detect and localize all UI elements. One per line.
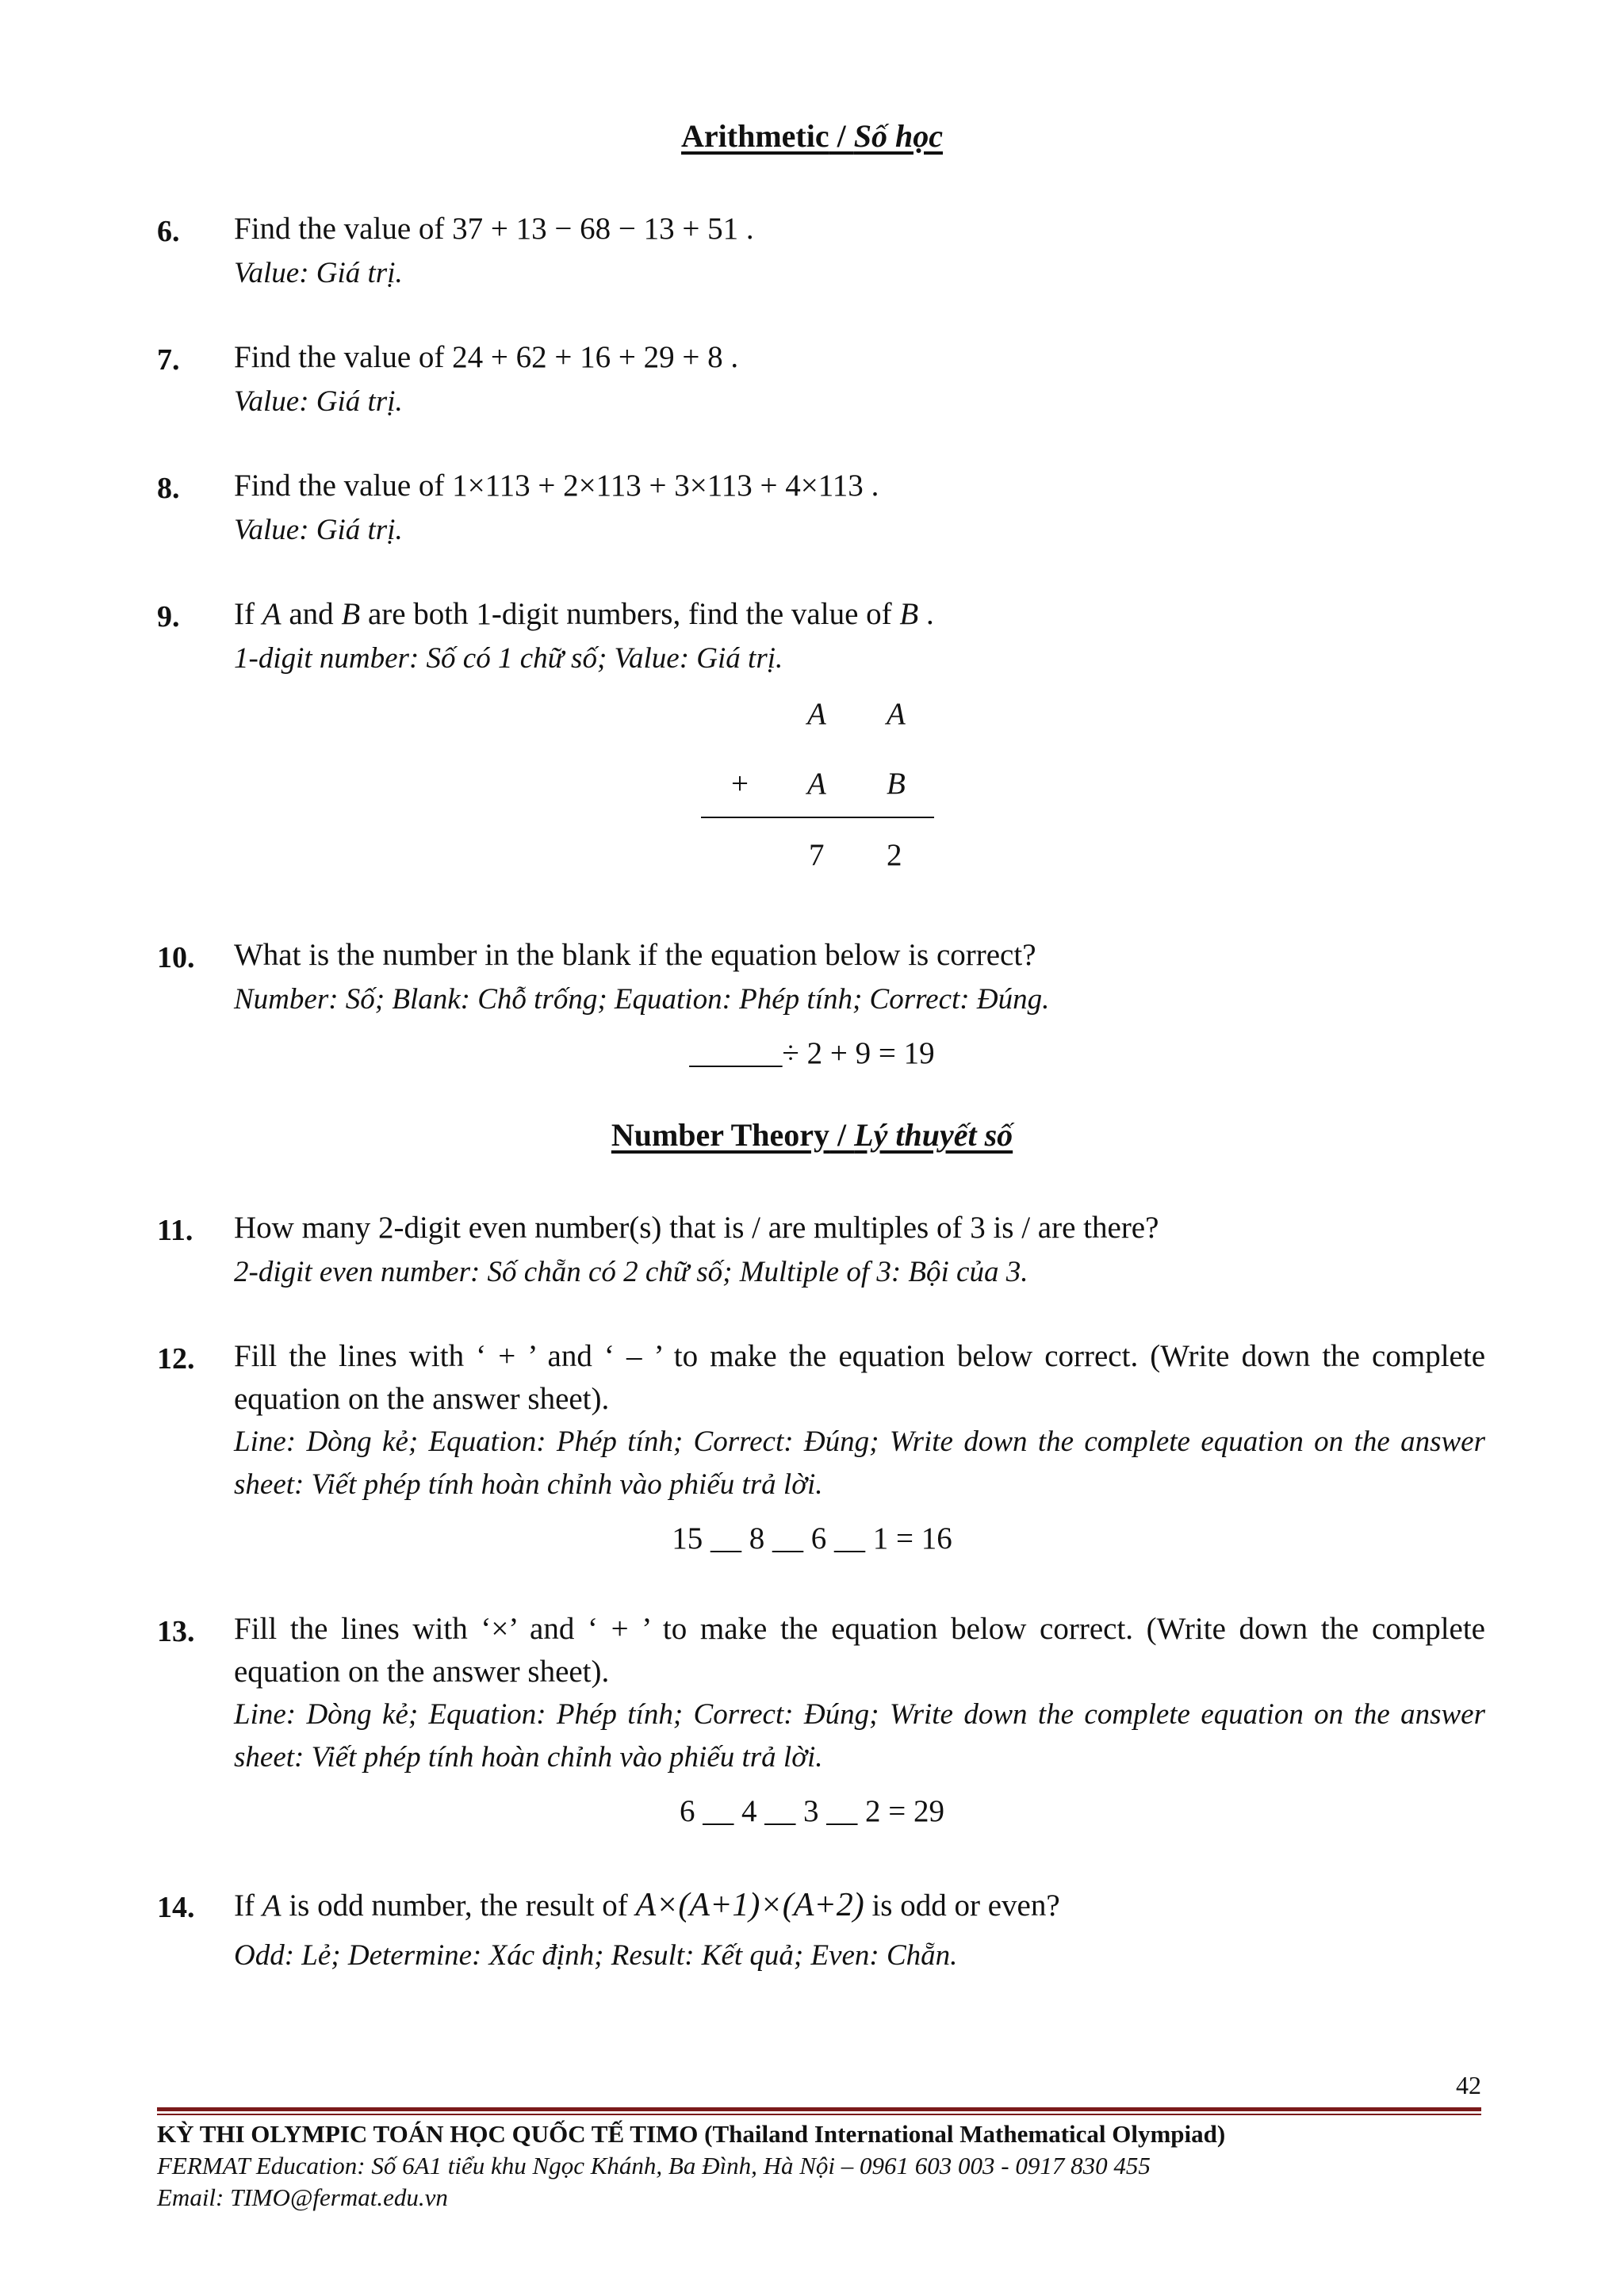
heading-en: Number Theory (611, 1117, 830, 1153)
question-number: 10. (157, 941, 195, 974)
question-13-equation: 6 __ 4 __ 3 __ 2 = 29 (680, 1794, 944, 1828)
plus-sign: + (731, 767, 749, 801)
question-11-gloss: 2-digit even number: Số chẵn có 2 chữ số; Multiple of 3: Bội của 3. (234, 1256, 1028, 1288)
variable: B (899, 597, 919, 631)
page-number: 42 (1456, 2071, 1481, 2099)
question-13-text: Fill the lines with ‘×’ and ‘ + ’ to make the equation below correct. (Write down the complete equation on the answer sheet). (234, 1612, 1485, 1689)
question-13-gloss: Line: Dòng kẻ; Equation: Phép tính; Correct: Đúng; Write down the complete equation on the answer sheet: Viết phép tính hoàn chỉnh vào phiếu trả lời. (234, 1698, 1485, 1774)
expression: A×(A+1)×(A+2) (635, 1887, 864, 1923)
question-number: 14. (157, 1891, 195, 1924)
question-12-equation: 15 __ 8 __ 6 __ 1 = 16 (672, 1521, 952, 1556)
question-12-gloss: Line: Dòng kẻ; Equation: Phép tính; Correct: Đúng; Write down the complete equation on the answer sheet: Viết phép tính hoàn chỉnh vào phiếu trả lời. (234, 1425, 1485, 1501)
question-text: If (234, 597, 262, 631)
question-8-text (234, 465, 1487, 507)
addend-1-tens: A (807, 697, 826, 731)
period: . (918, 597, 934, 631)
question-11-text: How many 2-digit even number(s) that is / are multiples of 3 is / are there? (234, 1211, 1159, 1245)
question-text: is odd number, the result of (281, 1888, 636, 1923)
question-number: 11. (157, 1214, 193, 1247)
question-number: 8. (157, 472, 180, 505)
footer-email: Email: TIMO@fermat.edu.vn (157, 2183, 448, 2211)
question-14-gloss: Odd: Lẻ; Determine: Xác định; Result: Kết quả; Even: Chẵn. (234, 1939, 958, 1972)
footer-rule-thick (157, 2107, 1481, 2111)
question-6-gloss: Value: Giá trị. (234, 257, 403, 289)
question-text: If (234, 1888, 262, 1923)
addend-2-units: B (887, 767, 906, 801)
heading-vi: Lý thuyết số (854, 1117, 1013, 1153)
heading-vi: Số học (853, 118, 943, 154)
period: . (863, 469, 879, 503)
sum-units: 2 (887, 838, 902, 872)
expression: 24 + 62 + 16 + 29 + 8 (452, 340, 723, 374)
addend-1-units: A (887, 697, 906, 731)
question-text: is odd or even? (864, 1888, 1060, 1923)
question-number: 9. (157, 600, 180, 633)
sum-line (701, 817, 934, 818)
period: . (738, 212, 754, 246)
heading-en: Arithmetic (681, 118, 829, 154)
footer-title: KỲ THI OLYMPIC TOÁN HỌC QUỐC TẾ TIMO (Thailand International Mathematical Olympiad) (157, 2120, 1226, 2148)
question-text: are both 1-digit numbers, find the value of (360, 597, 900, 631)
question-text: Find the value of (234, 340, 453, 374)
variable: A (262, 597, 282, 631)
heading-sep: / (829, 118, 854, 154)
footer-rule-thin (157, 2114, 1481, 2115)
question-10-gloss: Number: Số; Blank: Chỗ trống; Equation: Phép tính; Correct: Đúng. (234, 983, 1050, 1016)
question-10-equation: ______÷ 2 + 9 = 19 (689, 1036, 935, 1070)
question-10-text: What is the number in the blank if the equation below is correct? (234, 938, 1036, 972)
section-heading-number-theory (0, 1116, 1624, 1154)
question-8-gloss: Value: Giá trị. (234, 514, 403, 546)
question-number: 12. (157, 1342, 195, 1376)
sum-tens: 7 (809, 838, 825, 872)
question-14-text (234, 1884, 1487, 1927)
heading-sep: / (829, 1117, 855, 1153)
question-7-text (234, 336, 1487, 379)
variable: B (341, 597, 361, 631)
question-7-gloss: Value: Giá trị. (234, 385, 403, 418)
question-number: 13. (157, 1615, 195, 1648)
question-12-text: Fill the lines with ‘ + ’ and ‘ – ’ to make the equation below correct. (Write down the complete equation on the answer sheet). (234, 1339, 1485, 1416)
period: . (722, 340, 739, 374)
section-heading-arithmetic (0, 117, 1624, 155)
expression: 1×113 + 2×113 + 3×113 + 4×113 (452, 469, 864, 503)
variable: A (262, 1888, 282, 1923)
question-text: Find the value of (234, 212, 453, 246)
question-number: 7. (157, 343, 180, 377)
expression: 37 + 13 − 68 − 13 + 51 (452, 212, 739, 246)
addend-2-tens: A (807, 767, 826, 801)
question-number: 6. (157, 215, 180, 248)
question-9-gloss: 1-digit number: Số có 1 chữ số; Value: Giá trị. (234, 642, 783, 675)
footer-address: FERMAT Education: Số 6A1 tiểu khu Ngọc Khánh, Ba Đình, Hà Nội – 0961 603 003 - 0917 830 455 (157, 2152, 1151, 2179)
question-6-text (234, 208, 1487, 251)
question-9-text (234, 593, 1487, 636)
question-text: and (281, 597, 342, 631)
question-text: Find the value of (234, 469, 453, 503)
